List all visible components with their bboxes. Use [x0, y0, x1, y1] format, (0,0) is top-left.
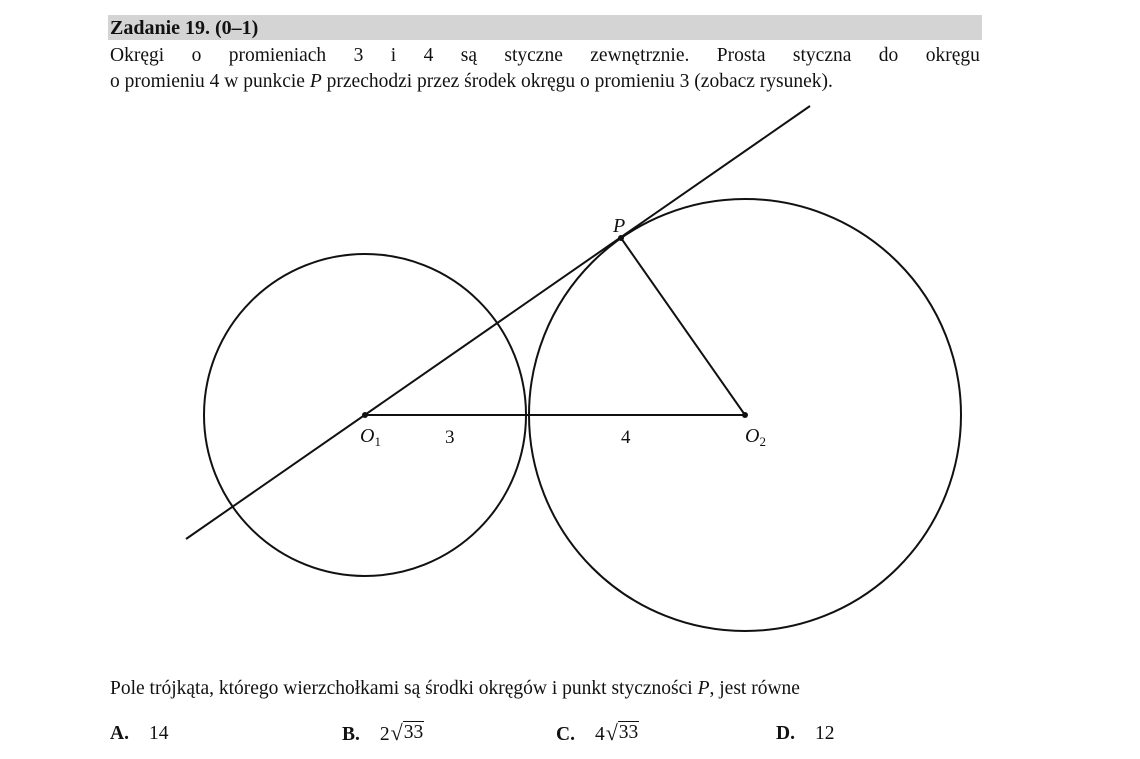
intro-line-1-word: okręgu — [925, 45, 980, 66]
intro-line-1-word: promieniach — [228, 45, 327, 66]
label-o2-sub: 2 — [759, 434, 766, 449]
intro-line-1-word: są — [460, 45, 477, 66]
segment-p-o2 — [621, 238, 745, 415]
label-o1-sub: 1 — [374, 434, 381, 449]
sqrt-symbol-icon: √ — [605, 720, 618, 745]
answer-b-letter: B. — [342, 724, 360, 745]
intro-line-1-word: 3 — [353, 45, 364, 66]
label-o2-base: O — [745, 425, 760, 447]
answer-d-value: 12 — [814, 723, 835, 744]
intro-line-1-word: Prosta — [716, 45, 766, 66]
intro-line-1-word: do — [878, 45, 899, 66]
intro-point-symbol: P — [309, 71, 322, 92]
answer-c-letter: C. — [556, 724, 575, 745]
answer-option-c[interactable] — [556, 721, 639, 748]
answer-option-b[interactable] — [342, 721, 424, 748]
intro-line-1-word: o — [191, 45, 202, 66]
tangent-line — [186, 106, 810, 539]
intro-text-before-point: o promieniu 4 w punkcie — [110, 71, 310, 92]
answer-option-a[interactable] — [110, 721, 168, 747]
point-o2-dot — [742, 412, 748, 418]
answer-option-d[interactable] — [776, 721, 834, 747]
answer-c-coefficient: 4 — [594, 724, 605, 745]
question-after: , jest równe — [709, 678, 800, 699]
label-o1-base: O — [360, 425, 375, 447]
intro-line-1-word: 4 — [423, 45, 434, 66]
task-title: Zadanie 19. (0–1) — [110, 17, 259, 39]
label-o1 — [360, 425, 381, 449]
sqrt-symbol-icon: √ — [390, 720, 403, 745]
label-segment-4: 4 — [621, 427, 631, 448]
answer-b-sqrt — [390, 721, 425, 744]
question-point-symbol: P — [697, 678, 710, 699]
intro-line-1-word: styczna — [792, 45, 852, 66]
intro-line-1-word: zewnętrznie. — [590, 45, 690, 66]
answer-b-coefficient: 2 — [379, 724, 390, 745]
label-o2 — [745, 425, 766, 449]
intro-text-after-point: przechodzi przez środek okręgu o promieniu 3 (zobacz rysunek). — [321, 71, 833, 92]
answer-b-radicand: 33 — [403, 722, 424, 743]
label-segment-3: 3 — [445, 427, 455, 448]
question-before: Pole trójkąta, którego wierzchołkami są środki okręgów i punkt styczności — [110, 678, 698, 699]
answer-a-letter: A. — [110, 723, 129, 744]
answer-c-sqrt — [605, 721, 640, 744]
answer-a-value: 14 — [148, 723, 169, 744]
answer-d-letter: D. — [776, 723, 795, 744]
question-text — [110, 676, 800, 702]
point-o1-dot — [362, 412, 368, 418]
intro-line-1-word: styczne — [504, 45, 563, 66]
intro-line-1-word: Okręgi — [110, 45, 165, 66]
answer-c-radicand: 33 — [618, 722, 639, 743]
label-point-p: P — [613, 215, 626, 237]
intro-line-1-word: i — [390, 45, 397, 66]
